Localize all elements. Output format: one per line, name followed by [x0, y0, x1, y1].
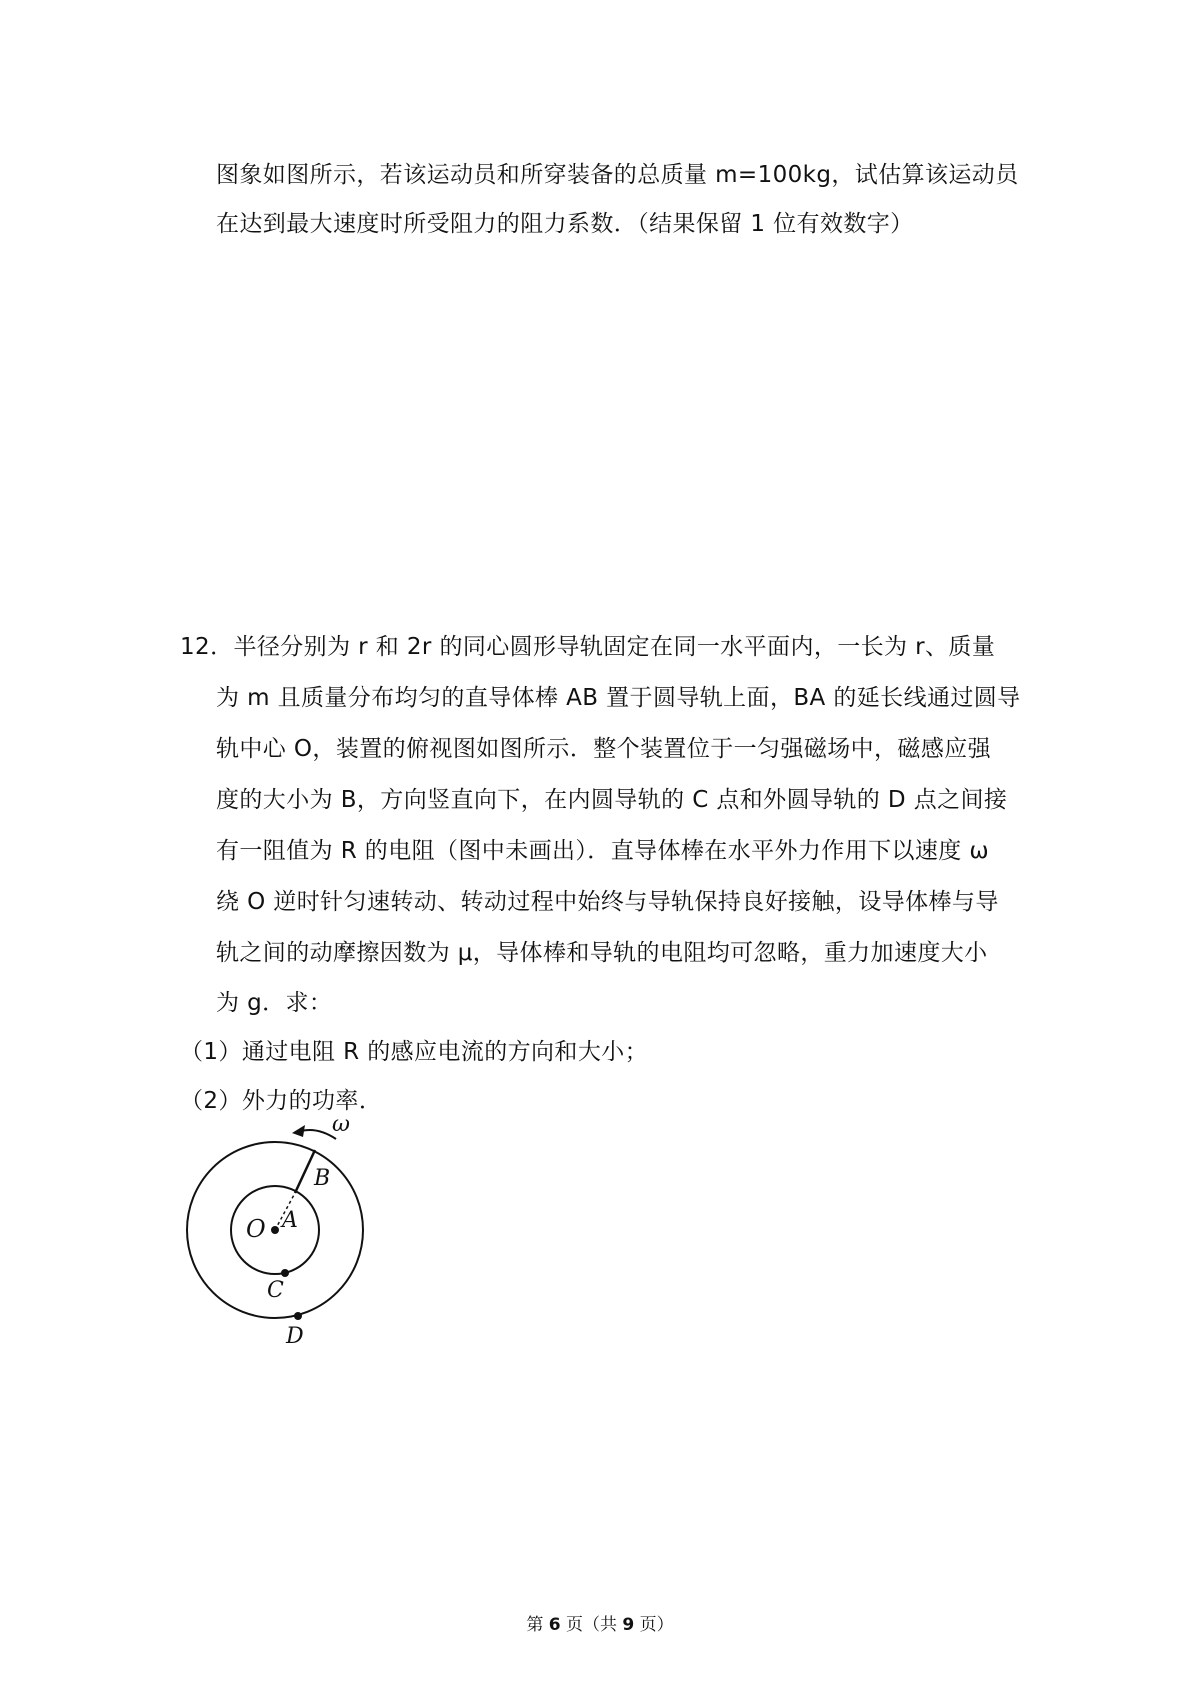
problem12-line-4: 度的大小为 B，方向竖直向下，在内圆导轨的 C 点和外圆导轨的 D 点之间接 — [216, 787, 1008, 813]
label-C: C — [267, 1278, 284, 1303]
label-A: A — [282, 1208, 298, 1233]
conductor-rod-AB — [295, 1150, 315, 1193]
footer-total-pages: 9 — [622, 1615, 635, 1635]
point-C — [281, 1269, 289, 1277]
rotation-arrowhead-icon — [292, 1125, 305, 1137]
problem12-subq-2: （2）外力的功率． — [180, 1088, 383, 1114]
point-O — [271, 1226, 279, 1234]
problem12-line-8: 为 g．求： — [216, 990, 333, 1016]
footer-page-number: 6 — [548, 1615, 561, 1635]
prev-problem-line-2: 在达到最大速度时所受阻力的阻力系数．（结果保留 1 位有效数字） — [216, 211, 914, 237]
problem12-subq-1: （1）通过电阻 R 的感应电流的方向和大小； — [180, 1039, 649, 1065]
footer-mid: 页（共 — [560, 1615, 623, 1635]
problem12-line-2: 为 m 且质量分布均匀的直导体棒 AB 置于圆导轨上面，BA 的延长线通过圆导 — [216, 685, 1021, 711]
rails-svg — [178, 1105, 388, 1350]
label-D: D — [286, 1324, 304, 1349]
label-B: B — [314, 1166, 331, 1191]
footer-prefix: 第 — [526, 1615, 549, 1635]
footer-suffix: 页） — [634, 1615, 674, 1635]
problem12-line-6: 绕 O 逆时针匀速转动、转动过程中始终与导轨保持良好接触，设导体棒与导 — [216, 889, 999, 915]
problem12-line-1: 12．半径分别为 r 和 2r 的同心圆形导轨固定在同一水平面内，一长为 r、质量 — [180, 634, 996, 660]
problem12-line-3: 轨中心 O，装置的俯视图如图所示．整个装置位于一匀强磁场中，磁感应强 — [216, 736, 992, 762]
label-O: O — [246, 1215, 266, 1243]
prev-problem-line-1: 图象如图所示，若该运动员和所穿装备的总质量 m=100kg，试估算该运动员 — [216, 162, 1019, 188]
problem12-line-7: 轨之间的动摩擦因数为 μ，导体棒和导轨的电阻均可忽略，重力加速度大小 — [216, 940, 988, 966]
point-D — [294, 1312, 302, 1320]
rotation-arrow — [301, 1130, 336, 1139]
label-omega: ω — [332, 1112, 350, 1137]
problem12-line-5: 有一阻值为 R 的电阻（图中未画出）．直导体棒在水平外力作用下以速度 ω — [216, 838, 990, 864]
concentric-rails-figure — [178, 1105, 388, 1350]
page-footer — [0, 1610, 1200, 1635]
